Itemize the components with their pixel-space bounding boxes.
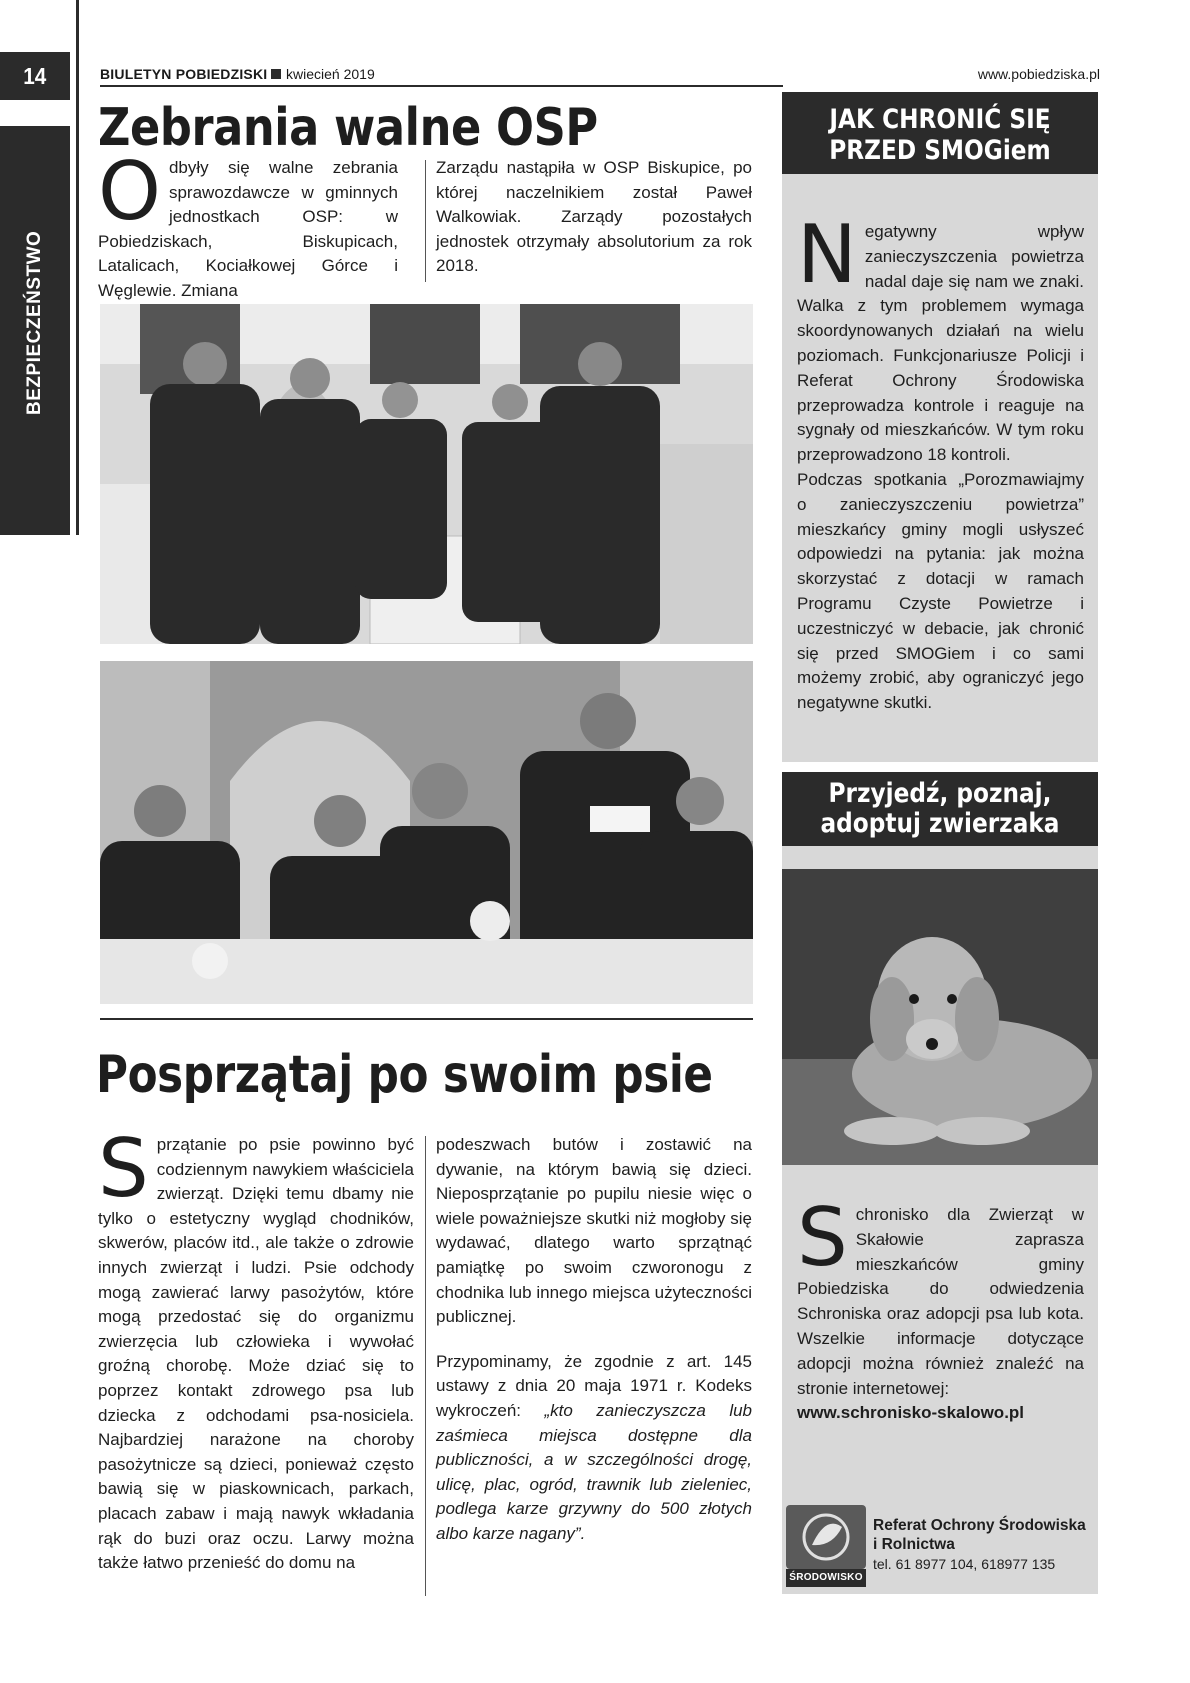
photo-firefighters-standing (100, 304, 753, 644)
website-link[interactable]: www.pobiedziska.pl (977, 66, 1100, 82)
section-rule (100, 1018, 753, 1020)
sidebar-smog-heading (782, 92, 1098, 174)
dropcap-s: S (98, 1122, 149, 1215)
sidebar-smog-text (797, 208, 1084, 716)
osp-col1-text: dbyły się walne zebrania sprawozdawcze w gminnych jednostkach OSP: w Pobiedziskach, Biskupicach, Latalicach, Kociałkowej Górce i Węglewie. Zmiana (98, 158, 398, 300)
article-dog-col1 (98, 1122, 414, 1576)
column-divider (425, 1136, 426, 1596)
osp-col2-text: Zarządu nastąpiła w OSP Biskupice, po której naczelnikiem został Paweł Walkowiak. Zarządy pozostałych jednostek otrzymały absolutorium za rok 2018. (436, 158, 752, 276)
sidebar-adopt-heading (782, 772, 1098, 846)
photo-meeting-table (100, 661, 753, 1004)
article-dog-col2 (436, 1133, 752, 1547)
adopt-heading-line1: Przyjedź, poznaj, (828, 778, 1052, 809)
dropcap-o: O (98, 145, 161, 238)
page-number: 14 (0, 52, 70, 100)
photo-firefighters-standing-image (100, 304, 753, 644)
column-divider (425, 160, 426, 282)
department-name (873, 1516, 1086, 1554)
dog-col1-text: przątanie po psie powinno być codziennym nawykiem właściciela zwierząt. Dzięki temu dbamy nie tylko o estetyczny wygląd chodników, skwerów, placów itd., ale także o zdrowie innych zwierząt i ludzi. Psie odchody mogą zawierać larwy pasożytów, które mogą przedostać się do organizmu zwierzęcia lub człowieka i wywołać groźną chorobę. Może dziać się to poprzez kontakt zdrowego psa lub dziecka z odchodami psa-nosiciela. Najbardziej narażone na choroby pasożytnicze są dzieci, ponieważ często bawią się w piaskownicach, parkach, placach zabaw i mają nawyk wkładania rąk do buzi oraz oczu. Larwy można także łatwo przenieść do domu na (98, 1135, 414, 1573)
leaf-icon-graphic (786, 1505, 866, 1569)
adopt-heading-line2: adoptuj zwierzaka (820, 808, 1060, 839)
dropcap-n: N (797, 208, 857, 301)
dropcap-s2: S (797, 1191, 848, 1284)
article-osp-col2 (436, 156, 752, 279)
law-quote: „kto zanieczyszcza lub zaśmieca miejsca dostępne dla publiczności, a w szczególności drogę, ulicę, plac, ogród, trawnik lub zieleniec, podlega karze grzywny do 500 złotych albo karze nagany”. (436, 1400, 752, 1543)
smog-heading-line1: JAK CHRONIĆ SIĘ (829, 104, 1051, 135)
leaf-icon (786, 1505, 866, 1569)
department-phone: tel. 61 8977 104, 618977 135 (873, 1556, 1056, 1572)
header-rule (100, 85, 783, 87)
environment-logo (786, 1505, 866, 1589)
shelter-link[interactable]: www.schronisko-skalowo.pl (797, 1403, 1025, 1423)
article-title-osp: Zebrania walne OSP (98, 98, 598, 158)
sidebar-adopt-text (797, 1191, 1084, 1426)
edge-rule (76, 0, 79, 535)
smog-paragraph1: egatywny wpływ zanieczyszczenia powietrza nadal daje się nam we znaki. Walka z tym problemem wymaga skoordynowanych działań na wielu poziomach. Funkcjonariusze Policji i Referat Ochrony Środowiska przeprowadza kontrole i reaguje na sygnały od mieszkańców. W tym roku przeprowadzono 18 kontroli. (797, 222, 1084, 465)
smog-paragraph2: Podczas spotkania „Porozmawiajmy o zanieczyszczeniu powietrza” mieszkańcy gminy mogli usłyszeć odpowiedzi na pytania: jak można skorzystać z dotacji w ramach Programu Czyste Powietrze i uczestniczyć w debacie, jak chronić się przed SMOGiem i co sami możemy zrobić, aby ograniczyć jego negatywne skutki. (797, 469, 1084, 713)
issue-date: kwiecień 2019 (286, 66, 375, 82)
department-line1: Referat Ochrony Środowiska (873, 1517, 1086, 1534)
logo-label: ŚRODOWISKO (786, 1569, 866, 1587)
smog-heading-line2: PRZED SMOGiem (829, 135, 1051, 166)
header-square-icon (271, 69, 281, 79)
adopt-paragraph: chronisko dla Zwierząt w Skałowie zaprasza mieszkańców gminy Pobiedziska do odwiedzenia Schroniska oraz adopcji psa lub kota. Wszelkie informacje dotyczące adopcji można również znaleźć na stronie internetowej: (797, 1205, 1084, 1398)
article-osp-col1 (98, 145, 398, 304)
department-line2: i Rolnictwa (873, 1536, 955, 1553)
publication-name: BIULETYN POBIEDZISKI (100, 66, 268, 82)
dog-col2-paragraph2 (436, 1350, 752, 1547)
article-title-dog: Posprzątaj po swoim psie (96, 1045, 713, 1105)
photo-dog-image (782, 869, 1098, 1165)
photo-meeting-table-image (100, 661, 753, 1004)
dog-col2-paragraph1: podeszwach butów i zostawić na dywanie, na którym bawią się dzieci. Nieposprzątanie po pupilu niesie więc o wiele poważniejsze skutki niż mogłoby się wydawać, dlatego warto sprzątnąć pamiątkę po swoim czworonogu z chodnika lub innego miejsca użyteczności publicznej. (436, 1135, 752, 1327)
law-intro: Przypominamy, że zgodnie z art. 145 ustawy z dnia 20 maja 1971 r. Kodeks wykroczeń: (436, 1351, 752, 1420)
section-label: BEZPIECZEŃSTWO (24, 230, 45, 415)
photo-dog (782, 869, 1098, 1165)
